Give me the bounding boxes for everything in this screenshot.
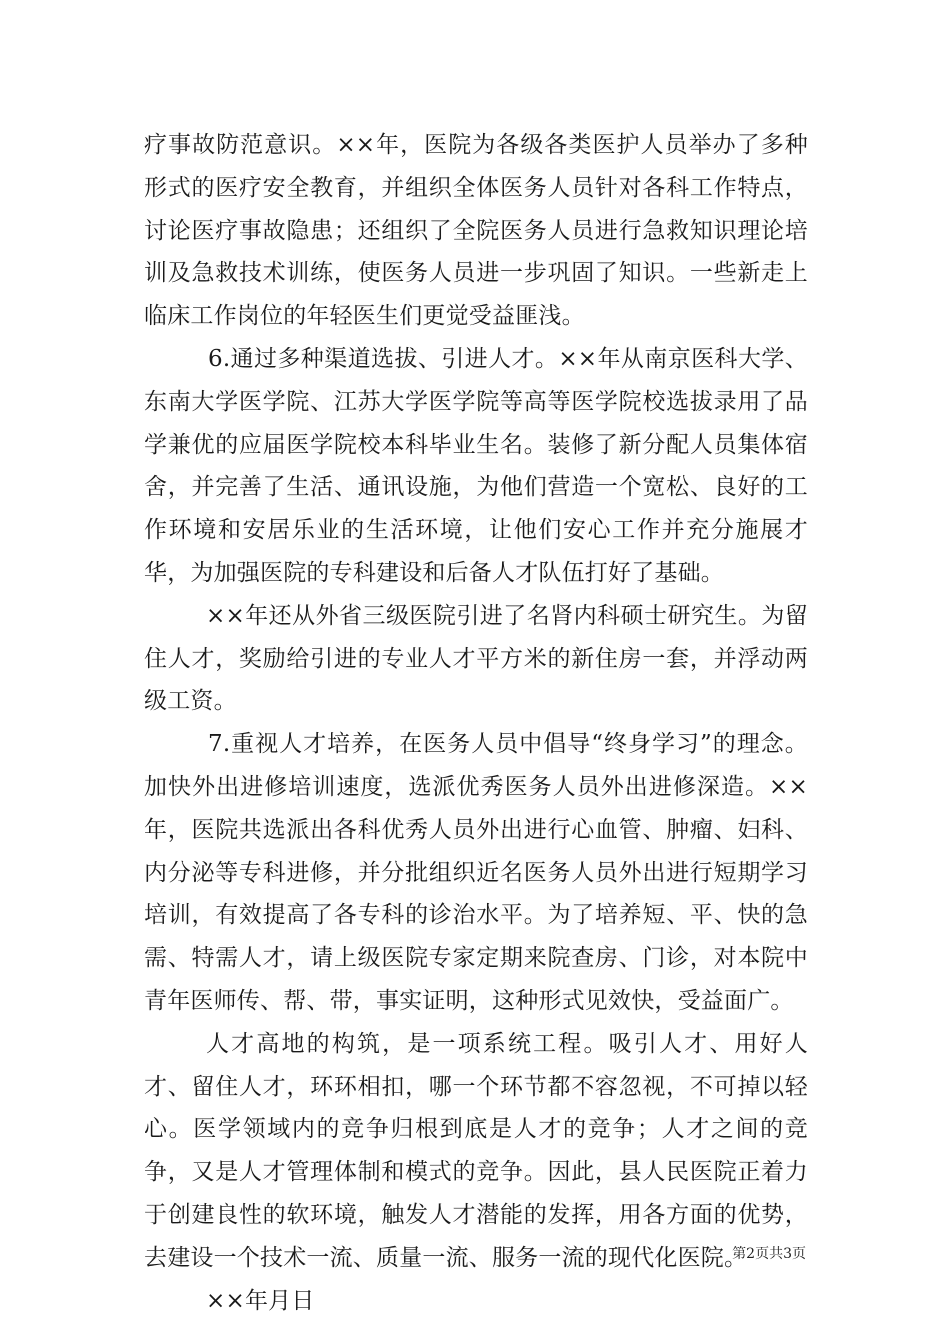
page-number-footer: 第2页共3页 xyxy=(732,1246,806,1262)
paragraph-item-7: 7.重视人才培养，在医务人员中倡导“终身学习”的理念。加快外出进修培训速度，选派优秀医务人员外出进修深造。××年，医院共选派出各科优秀人员外出进行心血管、肿瘤、妇科、内分泌等专科进修，并分批组织近名医务人员外出进行短期学习培训，有效提高了各专科的诊治水平。为了培养短、平、快的急需、特需人才，请上级医院专家定期来院查房、门诊，对本院中青年医师传、帮、带，事实证明，这种形式见效快，受益面广。 xyxy=(144,731,808,1014)
date-line: ××年月日 xyxy=(206,1287,315,1314)
paragraph-conclusion: 人才高地的构筑，是一项系统工程。吸引人才、用好人才、留住人才，环环相扣，哪一个环节都不容忽视，不可掉以轻心。医学领域内的竞争归根到底是人才的竞争；人才之间的竞争，又是人才管理体制和模式的竞争。因此，县人民医院正着力于创建良性的软环境，触发人才潜能的发挥，用各方面的优势，去建设一个技术一流、质量一流、服务一流的现代化医院。 xyxy=(144,1030,808,1271)
paragraph-continued: 疗事故防范意识。××年，医院为各级各类医护人员举办了多种形式的医疗安全教育，并组织全体医务人员针对各科工作特点，讨论医疗事故隐患；还组织了全院医务人员进行急救知识理论培训及急救技术训练，使医务人员进一步巩固了知识。一些新走上临床工作岗位的年轻医生们更觉受益匪浅。 xyxy=(144,132,808,330)
paragraph-talent-introduction: ××年还从外省三级医院引进了名肾内科硕士研究生。为留住人才，奖励给引进的专业人才平方米的新住房一套，并浮动两级工资。 xyxy=(144,602,808,715)
paragraph-item-6: 6.通过多种渠道选拔、引进人才。××年从南京医科大学、东南大学医学院、江苏大学医学院等高等医学院校选拔录用了品学兼优的应届医学院校本科毕业生名。装修了新分配人员集体宿舍，并完善了生活、通讯设施，为他们营造一个宽松、良好的工作环境和安居乐业的生活环境，让他们安心工作并充分施展才华，为加强医院的专科建设和后备人才队伍打好了基础。 xyxy=(144,345,808,586)
body-text xyxy=(144,124,808,1322)
